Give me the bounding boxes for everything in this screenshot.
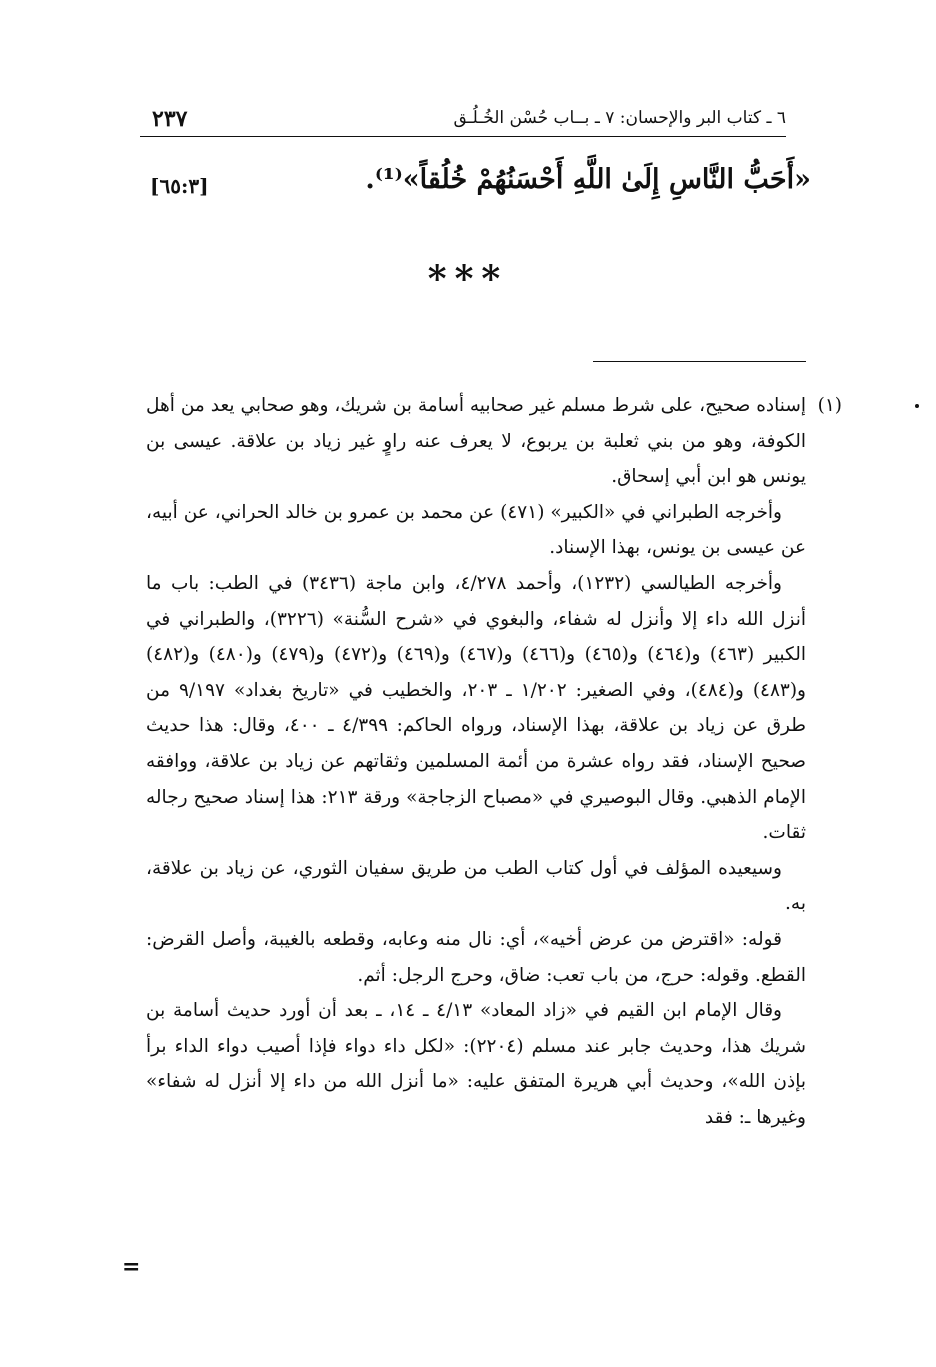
hadith-text: «أَحَبُّ النَّاسِ إِلَىٰ اللَّهِ أَحْسَنُهُمْ خُلُقاً»⁽¹⁾. [365,164,811,195]
hadith-line [140,160,811,212]
footnote-body [146,388,842,1135]
running-header [140,106,786,137]
footnote-paragraph: وسيعيده المؤلف في أول كتاب الطب من طريق سفيان الثوري، عن زياد بن علاقة، به. [146,857,806,915]
chapter-title: ٦ ـ كتاب البر والإحسان: ٧ ـ بــاب حُسْن الخُـلُـق [453,108,786,128]
margin-dot [915,404,919,408]
section-separator: *** [427,258,509,300]
footnote-paragraph: وقال الإمام ابن القيم في «زاد المعاد» ٤/١٣ ـ ١٤، ـ بعد أن أورد حديث أسامة بن شريك هذا، وحديث جابر عند مسلم (٢٢٠٤): «لكل داء دواء فإذا أصيب دواء الداء برأ بإذن الله»، وحديث أبي هريرة المتفق عليه: «ما أنزل الله من داء إلا أنزل له شفاء» وغيرها ـ: فقد [146,1000,806,1128]
footnote-divider [593,361,806,362]
footnote-paragraph: وأخرجه الطبراني في «الكبير» (٤٧١) عن محمد بن عمرو بن خالد الحراني، عن أبيه، عن عيسى بن يونس، بهذا الإسناد. [146,501,806,559]
footnote-marker: (١) [817,395,842,416]
continuation-mark: = [122,1254,141,1280]
hadith-reference: [٦٥:٣] [150,174,209,198]
footnote-paragraph: إسناده صحيح، على شرط مسلم غير صحابيه أسامة بن شريك، وهو صحابي يعد من أهل الكوفة، وهو من بني ثعلبة بن يربوع، لا يعرف عنه راوٍ غير زياد بن علاقة. عيسى بن يونس هو ابن أبي إسحاق. [146,395,806,488]
footnote-paragraph: قوله: «اقترض من عرض أخيه»، أي: نال منه وعابه، وقطعه بالغيبة، وأصل القرض: القطع. وقوله: حرج، من باب تعب: ضاق، وحرج الرجل: أثم. [146,928,806,986]
page-number: ٢٣٧ [152,106,188,132]
footnote-paragraph: وأخرجه الطيالسي (١٢٣٢)، وأحمد ٤/٢٧٨، وابن ماجة (٣٤٣٦) في الطب: باب ما أنزل الله داء إلا وأنزل له شفاء، والبغوي في «شرح السُّنة» (٣٢٢٦)، والطبراني في الكبير (٤٦٣) و(٤٦٤) و(٤٦٥) و(٤٦٦) و(٤٦٧) و(٤٦٩) و(٤٧٢) و(٤٧٩) و(٤٨٠) و(٤٨٢) و(٤٨٣) و(٤٨٤)، وفي الصغير: ١/٢٠٢ ـ ٢٠٣، والخطيب في «تاريخ بغداد» ٩/١٩٧ من طرق عن زياد بن علاقة، بهذا الإسناد، ورواه الحاكم: ٤/٣٩٩ ـ ٤٠٠، وقال: هذا حديث صحيح الإسناد، فقد رواه عشرة من أئمة المسلمين وثقاتهم عن زياد بن علاقة، ووافقه الإمام الذهبي. وقال البوصيري في «مصباح الزجاجة» ورقة ٢١٣: هذا إسناد صحيح رجاله ثقات. [146,572,807,844]
